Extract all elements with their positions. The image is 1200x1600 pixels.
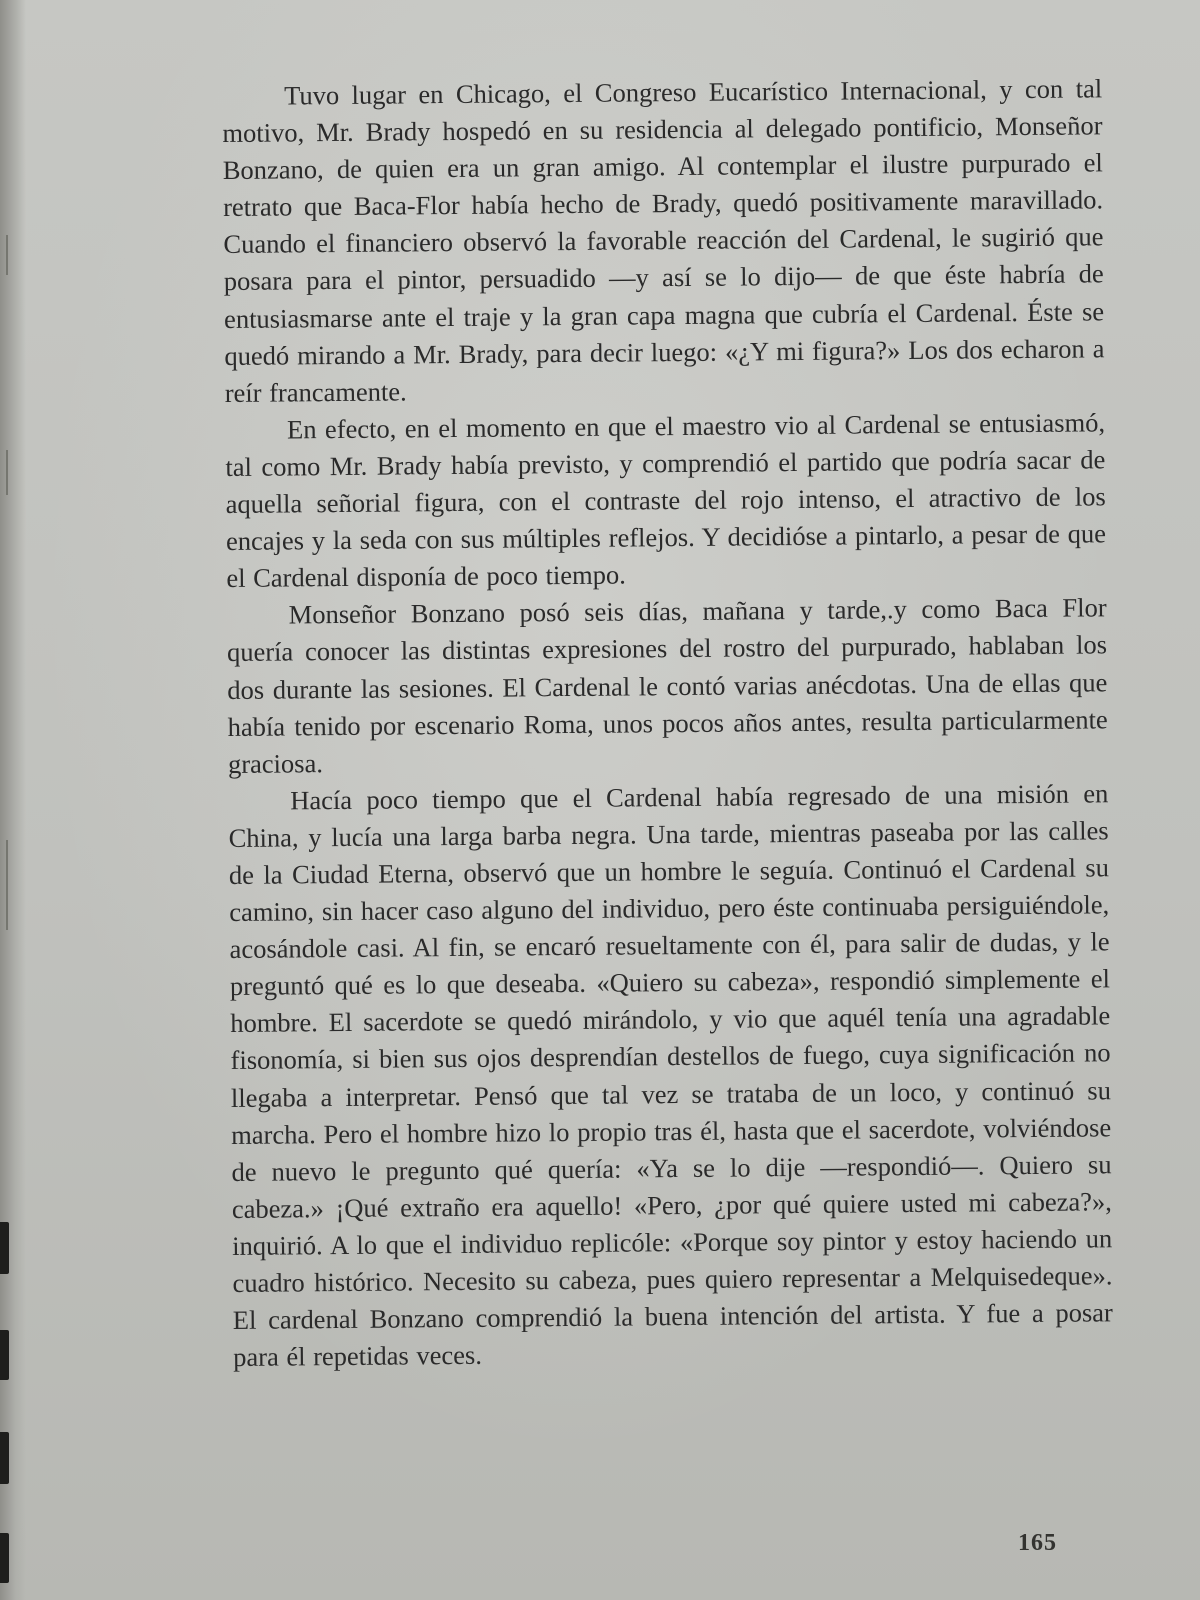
page-number: 165 [1018,1530,1057,1556]
page-edge-mark [6,235,8,275]
binding-mark [0,1330,9,1380]
page-edge-mark [6,840,8,930]
binding-mark [0,1533,9,1583]
page-edge-mark [6,450,8,495]
binding-mark [0,1222,9,1274]
paragraph-anecdota: Hacía poco tiempo que el Cardenal había regresado de una misión en China, y lucía una larga barba negra. Una tarde, mientras paseaba por las calles de la Ciudad Eterna, observó que un hombre le seguía. Continuó el Cardenal su camino, sin hacer caso alguno del individuo, pero éste continuaba persiguiéndole, acosándole casi. Al fin, se encaró resueltamente con él, para salir de dudas, y le preguntó qué es lo que deseaba. «Quiero su cabeza», respondió simplemente el hombre. El sacerdote se quedó mirándolo, y vio que aquél tenía una agradable fisonomía, si bien sus ojos desprendían destellos de fuego, cuya significación no llegaba a interpretar. Pensó que tal vez se trataba de un loco, y continuó su marcha. Pero el hombre hizo lo propio tras él, hasta que el sacerdote, volviéndose de nuevo le pregunto qué quería: «Ya se lo dije —respondió—. Quiero su cabeza.» ¡Qué extraño era aquello! «Pero, ¿por qué quiere usted mi cabeza?», inquirió. A lo que el individuo replicóle: «Porque soy pintor y estoy haciendo un cuadro histórico. Necesito su cabeza, pues quiero representar a Melquisedeque». El cardenal Bonzano comprendió la buena intención del artista. Y fue a posar para él repetidas veces. [228,778,1113,1373]
paragraph-sesiones: Monseñor Bonzano posó seis días, mañana y tarde,.y como Baca Flor quería conocer las distintas expresiones del rostro del purpurado, hablaban los dos durante las sesiones. El Cardenal le contó varias anécdotas. Una de ellas que había tenido por escenario Roma, unos pocos años antes, resulta particularmente graciosa. [226,592,1108,779]
body-text [222,70,1113,1376]
binding-mark [0,1432,9,1484]
paragraph-entusiasmo: En efecto, en el momento en que el maestro vio al Cardenal se entusiasmó, tal como Mr. Brady había previsto, y comprendió el partido que podría sacar de aquella señorial figura, con el contraste del rojo intenso, el atractivo de los encajes y la seda con sus múltiples reflejos. Y decidióse a pintarlo, a pesar de que el Cardenal disponía de poco tiempo. [225,407,1107,594]
paragraph-congreso: Tuvo lugar en Chicago, el Congreso Eucarístico Internacional, y con tal motivo, Mr. Brady hospedó en su residencia al delegado pontificio, Monseñor Bonzano, de quien era un gran amigo. Al contemplar el ilustre purpurado el retrato que Baca-Flor había hecho de Brady, quedó positivamente maravillado. Cuando el financiero observó la favorable reacción del Cardenal, le sugirió que posara para el pintor, persuadido —y así se lo dijo— de que éste habría de entusiasmarse ante el traje y la gran capa magna que cubría el Cardenal. Éste se quedó mirando a Mr. Brady, para decir luego: «¿Y mi figura?» Los dos echaron a reír francamente. [222,73,1105,408]
